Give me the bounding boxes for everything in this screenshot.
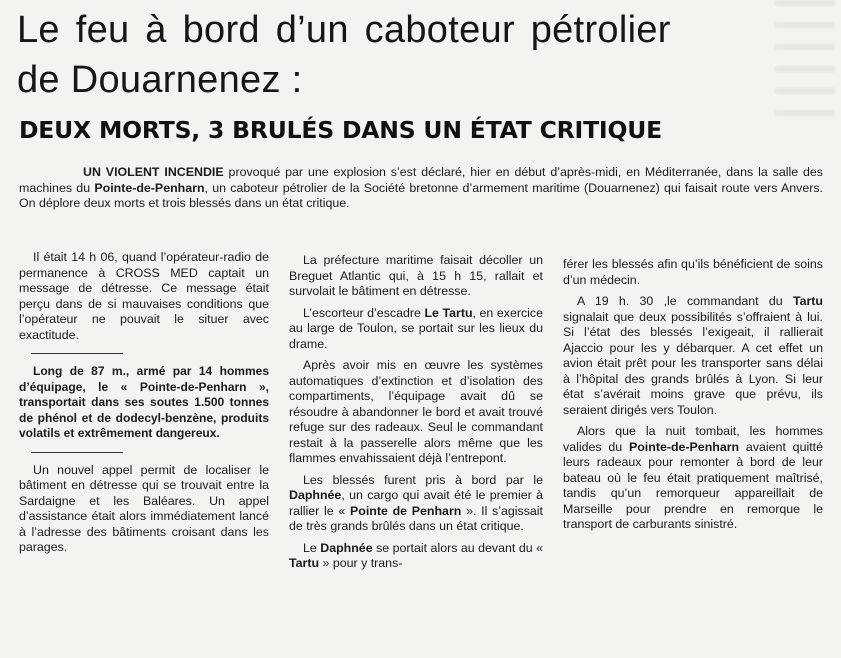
headline-line-1: Le feu à bord d’un caboteur pétrolier — [17, 9, 671, 51]
ship-name-daphnee-2: Daphnée — [320, 540, 373, 555]
ship-name-pointe: Pointe de Penharn — [350, 503, 462, 518]
lead-caps: UN VIOLENT INCENDIE — [83, 165, 224, 179]
subheadline: DEUX MORTS, 3 BRULÉS DANS UN ÉTAT CRITIQUE — [19, 116, 662, 144]
col2-p5-text-a: Le — [303, 540, 321, 555]
col2-p5-text-e: » pour y trans- — [319, 556, 403, 570]
col2-paragraph-1: La préfecture maritime faisait décoller un Breguet Atlantic qui, à 15 h 15, rallait et survolait le bâtiment en détresse. — [289, 253, 543, 298]
col3-paragraph-1: férer les blessés afin qu’ils bénéficient de soins d’un médecin. — [563, 257, 823, 287]
col2-p2-text-c: , en exercice au large de Toulon, se portait sur les lieux du drame. — [289, 305, 543, 351]
column-2 — [289, 253, 543, 578]
col2-paragraph-2 — [289, 306, 543, 353]
box-rule-bottom — [31, 452, 123, 453]
bleed-through-text — [775, 0, 835, 130]
ship-name-daphnee: Daphnée — [289, 488, 342, 502]
col3-p2-text-a: A 19 h. 30 ,le commandant du — [577, 294, 793, 308]
lead-paragraph — [19, 165, 823, 212]
col2-paragraph-4 — [289, 473, 543, 535]
lead-text-2: , un caboteur pétrolier de la Société bretonne d’armement maritime (Douarnenez) qui faisait route vers Anvers. On déplore deux morts et trois blessés dans un état critique. — [19, 180, 823, 210]
col2-p4-text-a: Les blessés furent pris à bord par le — [303, 472, 543, 487]
col2-paragraph-3: Après avoir mis en œuvre les systèmes automatiques d’extinction et d’isolation des compartiments, l’équipage avait dû se résoudre à abandonner le bord et avait trouvé refuge sur des radeaux. Seul le commandant restait à la passerelle alors même que les flammes envahissaient déjà l’entrepont. — [289, 358, 543, 465]
ship-name-tartu-3: Tartu — [792, 294, 823, 308]
col1-paragraph-1: Il était 14 h 06, quand l’opérateur-radio de permanence à CROSS MED captait un message de détresse. Ce message était perçu dans de si mauvaises conditions que l’opérateur ne pouvait le situer avec exactitude. — [19, 250, 269, 342]
lead-ship-name: Pointe-de-Penharn — [94, 180, 205, 195]
ship-name-tartu-2: Tartu — [289, 556, 320, 570]
ship-facts-box: Long de 87 m., armé par 14 hommes d’équipage, le « Pointe-de-Penharn », transportait dans ses soutes 1.500 tonnes de phénol et de dodecyl-benzène, produits volatils et extrêmement dangereux. — [19, 364, 269, 440]
ship-name-tartu: Le Tartu — [424, 305, 473, 320]
col2-p2-text-a: L’escorteur d’escadre — [303, 305, 425, 320]
headline-line-2: de Douarnenez : — [17, 59, 303, 101]
col3-paragraph-2 — [563, 294, 823, 418]
col3-paragraph-3 — [563, 424, 823, 533]
box-rule-top — [31, 353, 123, 354]
col3-p3-text-c: avaient quitté leurs radeaux pour remonter à bord de leur bateau où le feu était pratiquement maîtrisé, tandis qu’un remorqueur appareillait de Marseille pour prendre en remorque le transport de carburants sinistré. — [563, 439, 823, 531]
col1-paragraph-2: Un nouvel appel permit de localiser le bâtiment en détresse qui se trouvait entre la Sardaigne et les Baléares. Un appel d’assistance était alors immédiatement lancé à l’adresse des bâtiments croisant dans les parages. — [19, 462, 269, 554]
lead-text-1: provoqué par une explosion s’est déclaré, hier en début d’après-midi, en Méditerranée, dans la salle des machines du — [19, 165, 824, 195]
col3-p2-text-c: signalait que deux possibilités s’offraient à lui. Si l’état des blessés l’exigeait, il rallierait Ajaccio pour les y débarquer. A cet effet un avion était prêt pour les transporter sans délai à l’hôpital des grands brûlés à Lyon. Si leur état s’avérait moins grave que prévu, ils seraient dirigés vers Toulon. — [563, 309, 823, 417]
column-3 — [563, 257, 823, 539]
column-1 — [19, 250, 269, 562]
col3-p3-text-a: Alors que la nuit tombait, les hommes valides du — [563, 424, 823, 454]
col2-p5-text-c: se portait alors au devant du « — [372, 540, 543, 555]
ship-name-pointe-2: Pointe-de-Penharn — [628, 439, 740, 454]
col2-p4-text-c: , un cargo qui avait été le premier à rallier le « — [289, 488, 543, 518]
col2-paragraph-5 — [289, 541, 543, 572]
col2-p4-text-e: ». Il s’agissait de très grands brûlés dans un état critique. — [289, 503, 543, 533]
